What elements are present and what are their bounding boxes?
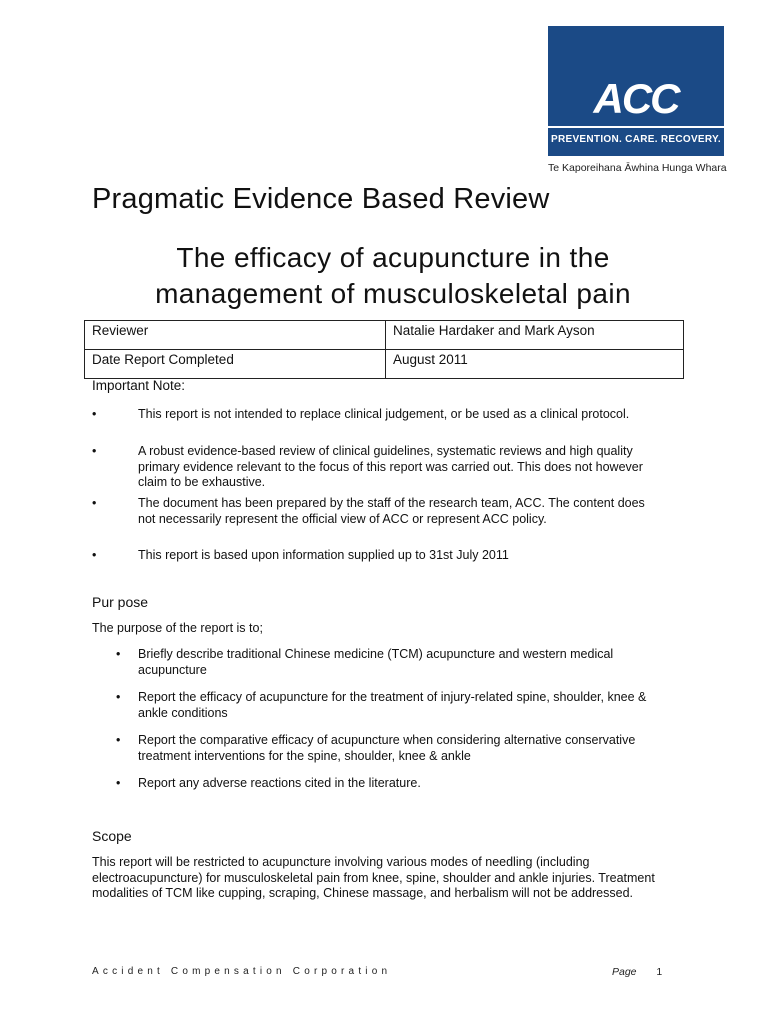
note-item-text: A robust evidence-based review of clinical guidelines, systematic reviews and high quality primary evidence relevant to the focus of this report was carried out. This does not however claim to be exhaustive.	[138, 444, 643, 489]
logo-tagline-strip	[548, 126, 724, 156]
list-item	[92, 733, 682, 765]
acc-logo	[548, 26, 724, 156]
bullet-icon: •	[92, 548, 97, 562]
page-number	[612, 966, 662, 978]
list-item	[92, 444, 662, 492]
bullet-icon: •	[92, 407, 97, 421]
important-note-heading: Important Note:	[92, 378, 186, 393]
bullet-icon: •	[116, 690, 121, 704]
note-item-text: This report is not intended to replace clinical judgement, or be used as a clinical protocol.	[138, 407, 630, 421]
purpose-item-text: Report the efficacy of acupuncture for the treatment of injury-related spine, shoulder, knee & ankle conditions	[138, 690, 647, 720]
bullet-icon: •	[116, 733, 121, 747]
list-item	[92, 647, 682, 679]
date-value: August 2011	[386, 350, 684, 379]
page-label: Page	[612, 966, 637, 978]
bullet-icon: •	[116, 776, 121, 790]
list-item	[92, 407, 662, 439]
purpose-item-text: Report any adverse reactions cited in the literature.	[138, 776, 421, 790]
document-pretitle: Pragmatic Evidence Based Review	[92, 183, 550, 215]
bullet-icon: •	[92, 496, 97, 510]
report-meta-table	[84, 320, 684, 379]
scope-heading: Scope	[92, 828, 132, 844]
page-number-value: 1	[656, 966, 663, 978]
footer-organization: Accident Compensation Corporation	[92, 966, 392, 977]
list-item	[92, 776, 682, 792]
purpose-item-text: Briefly describe traditional Chinese medicine (TCM) acupuncture and western medical acupuncture	[138, 647, 614, 677]
list-item	[92, 496, 662, 544]
bullet-icon: •	[116, 647, 121, 661]
list-item	[92, 690, 682, 722]
reviewer-value: Natalie Hardaker and Mark Ayson	[386, 321, 684, 350]
note-item-text: This report is based upon information supplied up to 31st July 2011	[138, 548, 509, 562]
note-item-text: The document has been prepared by the staff of the research team, ACC. The content does not necessarily represent the official view of ACC or represent ACC policy.	[138, 496, 645, 526]
bullet-icon: •	[92, 444, 97, 458]
purpose-intro: The purpose of the report is to;	[92, 621, 263, 635]
logo-tagline: PREVENTION. CARE. RECOVERY.	[551, 134, 721, 145]
table-row	[85, 350, 684, 379]
document-title: The efficacy of acupuncture in the management of musculoskeletal pain	[155, 242, 631, 309]
reviewer-label: Reviewer	[85, 321, 386, 350]
purpose-heading: Pur pose	[92, 594, 149, 610]
purpose-item-text: Report the comparative efficacy of acupuncture when considering alternative conservative treatment interventions for the spine, shoulder, knee & ankle	[138, 733, 636, 763]
date-label: Date Report Completed	[85, 350, 386, 379]
logo-mark: ACC	[593, 75, 679, 122]
logo-maori-name: Te Kaporeihana Āwhina Hunga Whara	[548, 162, 727, 174]
scope-text: This report will be restricted to acupuncture involving various modes of needling (including electroacupuncture) for musculoskeletal pain from knee, spine, shoulder and ankle injuries. Treatment modalities of TCM like cupping, scraping, Chinese massage, and herbalism will not be addressed.	[92, 855, 655, 900]
table-row	[85, 321, 684, 350]
list-item	[92, 548, 662, 564]
